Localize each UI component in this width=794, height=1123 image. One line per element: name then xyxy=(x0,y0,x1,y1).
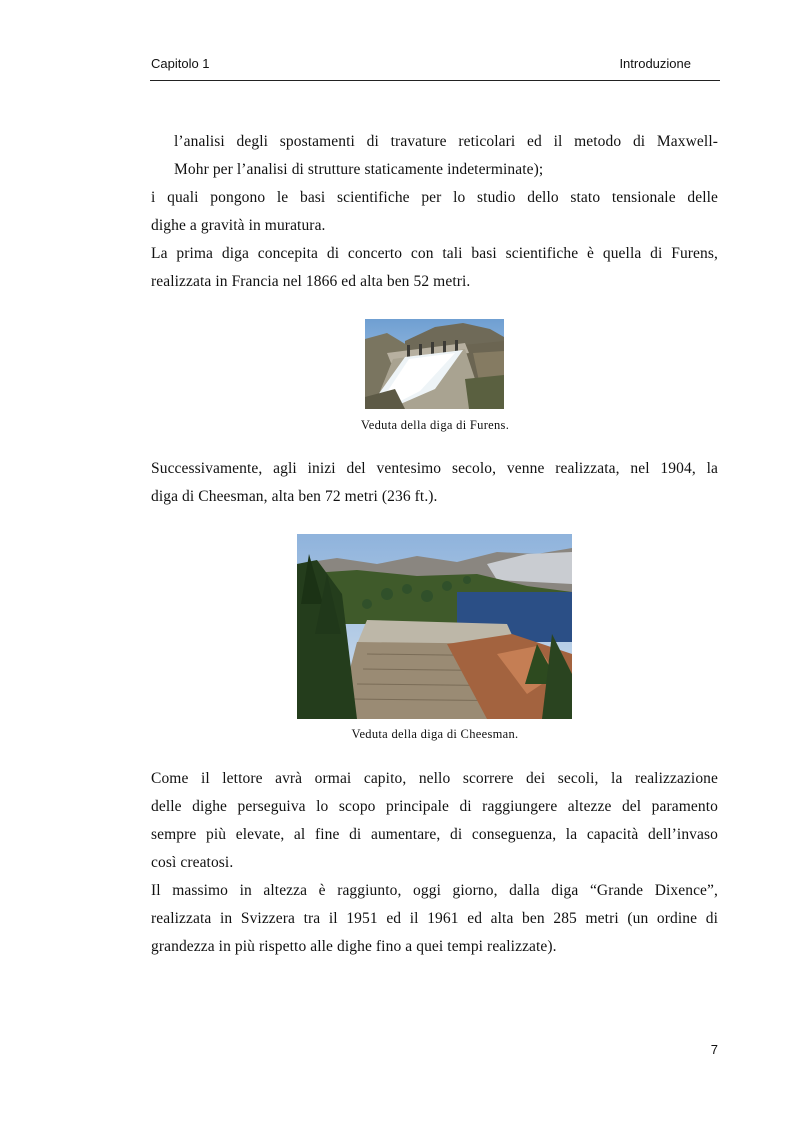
body-line: realizzata in Svizzera tra il 1951 ed il 1961 ed alta ben 285 metri (un ordine di xyxy=(151,910,718,927)
body-line: sempre più elevate, al fine di aumentare, di conseguenza, la capacità dell’invaso xyxy=(151,826,718,843)
body-line: La prima diga concepita di concerto con tali basi scientifiche è quella di Furens, xyxy=(151,245,718,262)
body-line: l’analisi degli spostamenti di travature reticolari ed il metodo di Maxwell- xyxy=(174,133,718,150)
body-line: Successivamente, agli inizi del ventesimo secolo, venne realizzata, nel 1904, la xyxy=(151,460,718,477)
furens-caption: Veduta della diga di Furens. xyxy=(360,418,510,432)
cheesman-caption: Veduta della diga di Cheesman. xyxy=(351,727,519,741)
body-line: dighe a gravità in muratura. xyxy=(151,217,326,234)
body-line: Mohr per l’analisi di strutture staticamente indeterminate); xyxy=(174,161,544,178)
body-line: realizzata in Francia nel 1866 ed alta ben 52 metri. xyxy=(151,273,471,290)
body-line: grandezza in più rispetto alle dighe fino a quei tempi realizzate). xyxy=(151,938,557,955)
body-line: così creatosi. xyxy=(151,854,234,871)
body-line: delle dighe perseguiva lo scopo principale di raggiungere altezze del paramento xyxy=(151,798,718,815)
page-number: 7 xyxy=(710,1042,718,1057)
body-line: Il massimo in altezza è raggiunto, oggi giorno, dalla diga “Grande Dixence”, xyxy=(151,882,718,899)
chapter-label: Capitolo 1 xyxy=(151,56,210,71)
body-line: i quali pongono le basi scientifiche per lo studio dello stato tensionale delle xyxy=(151,189,718,206)
body-line: Come il lettore avrà ormai capito, nello scorrere dei secoli, la realizzazione xyxy=(151,770,718,787)
furens-dam-photo xyxy=(365,319,504,409)
section-label: Introduzione xyxy=(619,56,691,71)
page-header xyxy=(150,56,720,81)
cheesman-dam-photo xyxy=(297,534,572,719)
body-line: diga di Cheesman, alta ben 72 metri (236 ft.). xyxy=(151,488,438,505)
